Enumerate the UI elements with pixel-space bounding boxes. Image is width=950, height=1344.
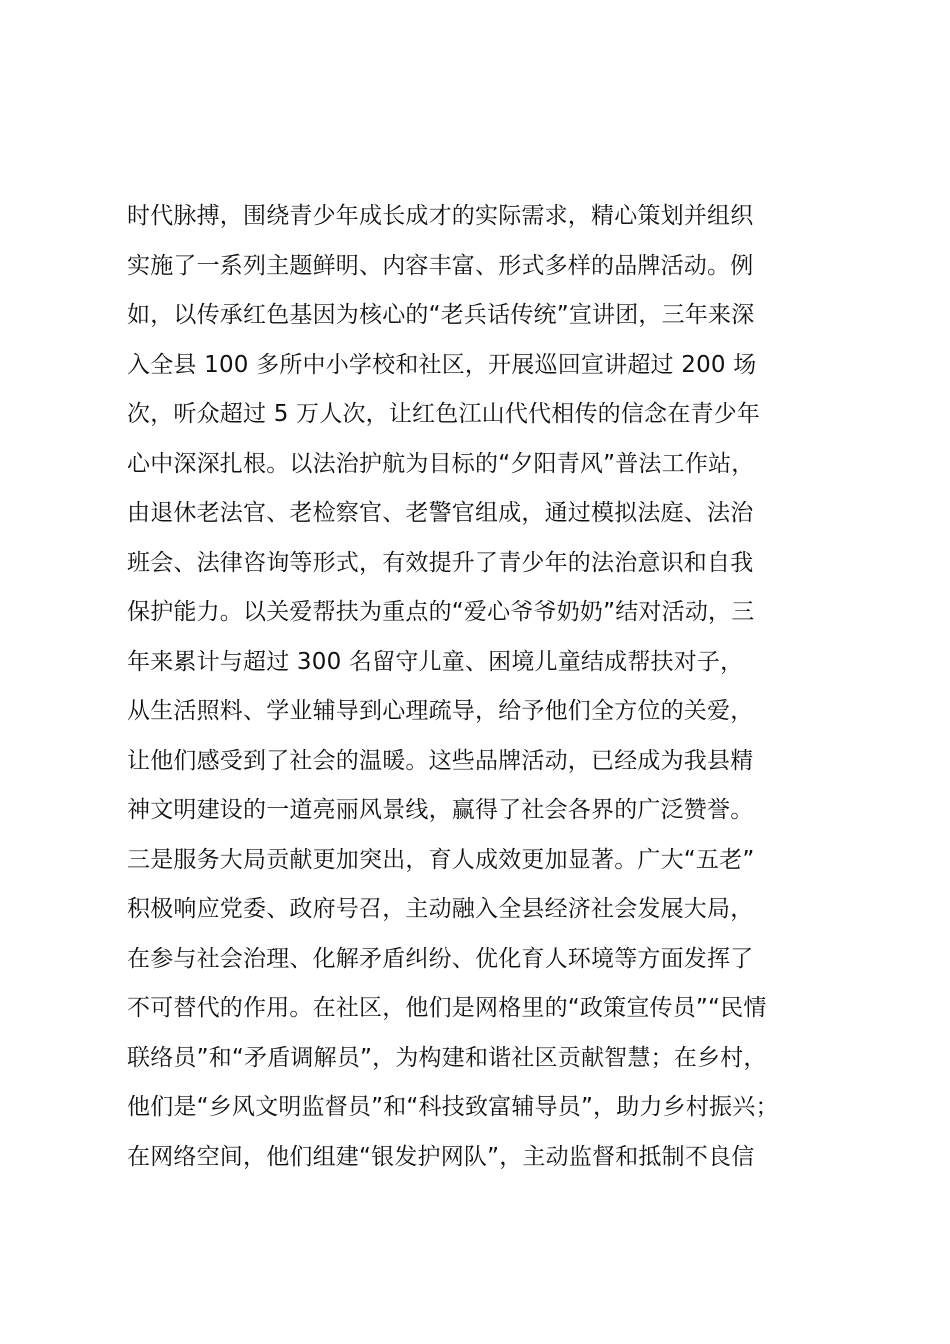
text-line-11: 从生活照料、学业辅导到心理疏导，给予他们全方位的关爱， [127, 698, 754, 724]
text-line-4: 入全县 100 多所中小学校和社区，开展巡回宣讲超过 200 场 [127, 351, 757, 378]
text-line-19: 他们是“乡风文明监督员”和“科技致富辅导员”，助力乡村振兴； [127, 1094, 779, 1120]
text-line-6: 心中深深扎根。以法治护航为目标的“夕阳青风”普法工作站， [127, 450, 755, 477]
text-line-5: 次，听众超过 5 万人次，让红色江山代代相传的信念在青少年 [127, 401, 761, 427]
text-line-20: 在网络空间，他们组建“银发护网队”，主动监督和抵制不良信 [127, 1143, 755, 1170]
text-line-16: 在参与社会治理、化解矛盾纠纷、优化育人环境等方面发挥了 [127, 945, 754, 972]
text-line-10: 年来累计与超过 300 名留守儿童、困境儿童结成帮扶对子， [127, 648, 744, 675]
body-text [127, 192, 867, 1182]
text-line-17: 不可替代的作用。在社区，他们是网格里的“政策宣传员”“民情 [127, 995, 767, 1021]
text-line-13: 神文明建设的一道亮丽风景线，赢得了社会各界的广泛赞誉。 [127, 797, 754, 823]
text-line-9: 保护能力。以关爱帮扶为重点的“爱心爷爷奶奶”结对活动，三 [127, 599, 755, 625]
text-line-14: 三是服务大局贡献更加突出，育人成效更加显著。广大“五老” [127, 846, 755, 873]
text-line-15: 积极响应党委、政府号召，主动融入全县经济社会发展大局， [127, 896, 754, 922]
text-line-12: 让他们感受到了社会的温暖。这些品牌活动，已经成为我县精 [127, 747, 754, 774]
text-line-1: 时代脉搏，围绕青少年成长成才的实际需求，精心策划并组织 [127, 203, 754, 229]
text-line-7: 由退休老法官、老检察官、老警官组成，通过模拟法庭、法治 [127, 500, 754, 526]
text-line-18: 联络员”和“矛盾调解员”，为构建和谐社区贡献智慧；在乡村， [127, 1044, 767, 1071]
text-line-2: 实施了一系列主题鲜明、内容丰富、形式多样的品牌活动。例 [127, 252, 754, 279]
text-line-3: 如，以传承红色基因为核心的“老兵话传统”宣讲团，三年来深 [127, 302, 755, 328]
text-line-8: 班会、法律咨询等形式，有效提升了青少年的法治意识和自我 [127, 549, 754, 576]
